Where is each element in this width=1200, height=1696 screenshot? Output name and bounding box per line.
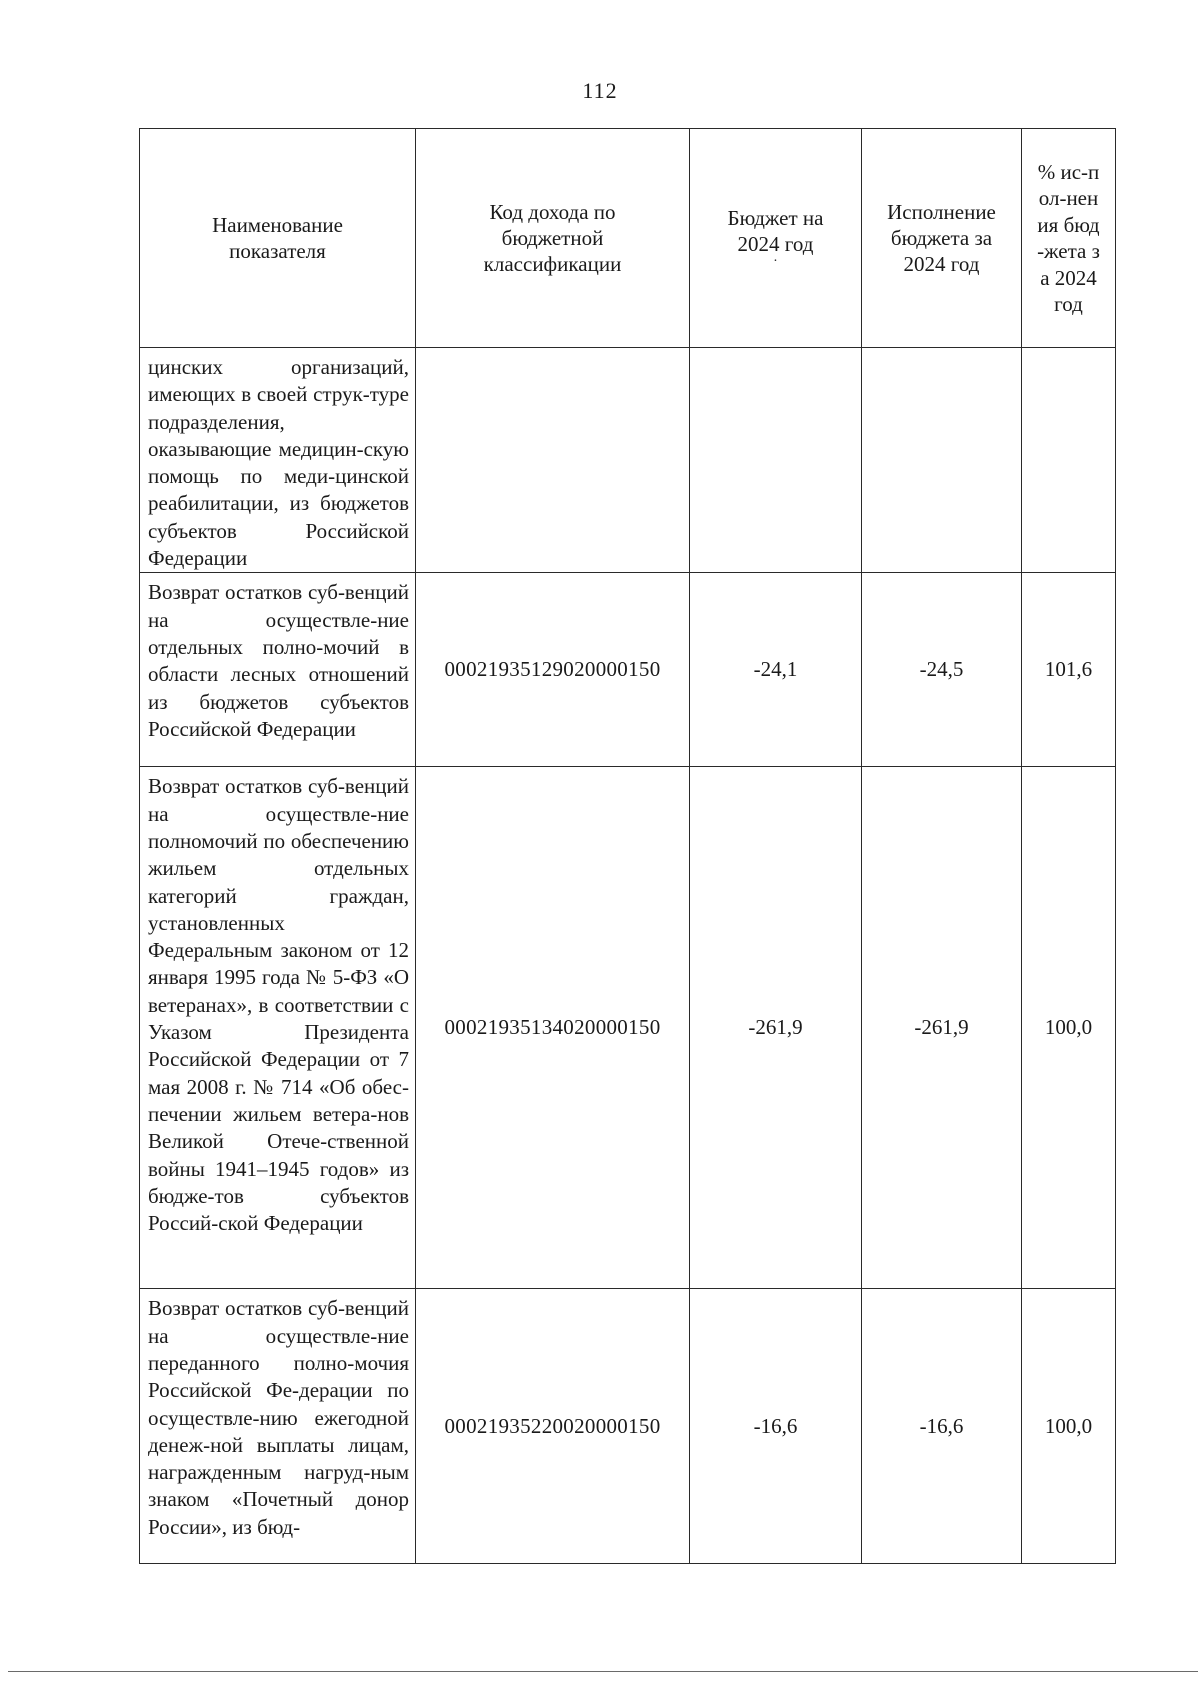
header-code [416,129,690,348]
page-number: 112 [582,78,618,103]
row-name-cell: Возврат остатков суб-венций на осуществле-ние отдельных полно-мочий в области лесных отношений из бюджетов субъектов Российской Федерации [140,573,416,767]
header-execution-text: Исполнение бюджета за 2024 год [887,200,996,276]
header-percent [1022,129,1116,348]
row-execution-cell: -24,5 [862,573,1022,767]
row-budget-cell: -261,9 [690,767,862,1289]
table-row [140,348,1116,573]
row-execution-cell [862,348,1022,573]
stray-dot-mark: · [773,254,778,269]
row-percent-cell: 100,0 [1022,1289,1116,1564]
row-code-cell: 00021935129020000150 [416,573,690,767]
row-code-cell: 00021935134020000150 [416,767,690,1289]
table-row [140,1289,1116,1564]
row-name-cell: цинских организаций, имеющих в своей струк-туре подразделения, оказывающие медицин-скую помощь по меди-цинской реабилитации, из бюджетов субъектов Российской Федерации [140,348,416,573]
budget-table [139,128,1116,1564]
header-name [140,129,416,348]
row-budget-cell: -16,6 [690,1289,862,1564]
header-name-text: Наименование показателя [212,213,343,263]
header-budget [690,129,862,348]
row-code-cell [416,348,690,573]
header-percent-text: % ис-пол-нения бюд-жета за 2024 год [1037,159,1100,316]
row-percent-cell: 100,0 [1022,767,1116,1289]
row-percent-cell: 101,6 [1022,573,1116,767]
table-row [140,767,1116,1289]
row-budget-cell [690,348,862,573]
header-row [140,129,1116,348]
row-code-cell: 00021935220020000150 [416,1289,690,1564]
row-execution-cell: -16,6 [862,1289,1022,1564]
row-budget-cell: -24,1 [690,573,862,767]
header-budget-text: Бюджет на 2024 год [727,206,824,256]
header-code-text: Код дохода по бюджетной классификации [483,200,622,276]
row-name-cell: Возврат остатков суб-венций на осуществле-ние переданного полно-мочия Российской Фе-дерации по осуществле-нию ежегодной денеж-ной выплаты лицам, награжденным нагруд-ным знаком «Почетный донор России», из бюд- [140,1289,416,1564]
row-name-cell: Возврат остатков суб-венций на осуществле-ние полномочий по обеспечению жильем отдельных категорий граждан, установленных Федеральным законом от 12 января 1995 года № 5-ФЗ «О ветеранах», в соответствии с Указом Президента Российской Федерации от 7 мая 2008 г. № 714 «Об обес-печении жильем ветера-нов Великой Отече-ственной войны 1941–1945 годов» из бюдже-тов субъектов Россий-ской Федерации [140,767,416,1289]
row-execution-cell: -261,9 [862,767,1022,1289]
row-percent-cell [1022,348,1116,573]
header-execution [862,129,1022,348]
table-row [140,573,1116,767]
bottom-rule-divider [8,1671,1198,1672]
